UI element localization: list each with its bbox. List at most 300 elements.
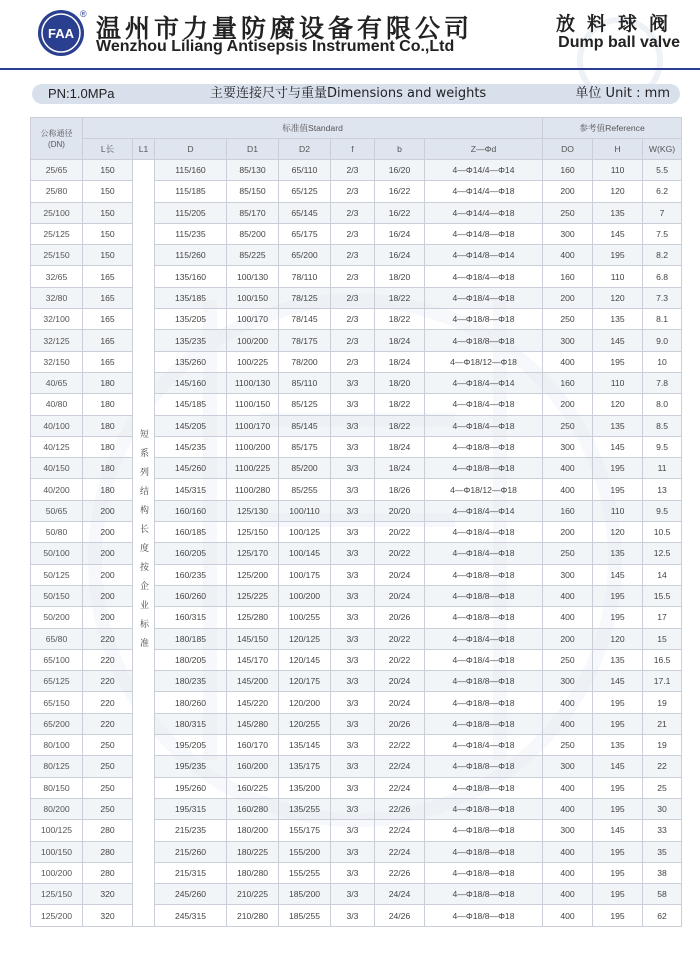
cell-l: 165 (83, 351, 133, 372)
cell-d: 180/235 (155, 671, 227, 692)
cell-weight: 38 (643, 862, 682, 883)
cell-b: 20/24 (375, 692, 425, 713)
table-row (31, 181, 682, 202)
cell-d: 115/235 (155, 223, 227, 244)
cell-z-phid: 4—Φ18/8—Φ18 (425, 713, 543, 734)
cell-do: 400 (543, 458, 593, 479)
cell-d: 145/260 (155, 458, 227, 479)
cell-d: 145/160 (155, 372, 227, 393)
cell-d: 145/315 (155, 479, 227, 500)
cell-f: 3/3 (331, 500, 375, 521)
cell-b: 22/24 (375, 756, 425, 777)
col-header-l1: L1 (133, 139, 155, 160)
cell-z-phid: 4—Φ18/4—Φ18 (425, 543, 543, 564)
cell-do: 250 (543, 735, 593, 756)
cell-z-phid: 4—Φ14/8—Φ14 (425, 245, 543, 266)
table-row (31, 884, 682, 905)
cell-b: 24/26 (375, 905, 425, 926)
cell-b: 16/20 (375, 160, 425, 181)
cell-f: 3/3 (331, 884, 375, 905)
cell-d1: 180/280 (227, 862, 279, 883)
cell-l: 250 (83, 798, 133, 819)
cell-h: 195 (593, 713, 643, 734)
cell-f: 2/3 (331, 309, 375, 330)
cell-do: 300 (543, 436, 593, 457)
table-row (31, 649, 682, 670)
cell-dn: 50/65 (31, 500, 83, 521)
cell-do: 400 (543, 245, 593, 266)
dn-header-text: 公称通径 (DN) (40, 128, 73, 149)
cell-d2: 85/175 (279, 436, 331, 457)
cell-d1: 100/200 (227, 330, 279, 351)
cell-d1: 145/220 (227, 692, 279, 713)
cell-d1: 1100/170 (227, 415, 279, 436)
cell-h: 195 (593, 798, 643, 819)
cell-b: 22/26 (375, 862, 425, 883)
cell-h: 145 (593, 223, 643, 244)
cell-d: 215/235 (155, 820, 227, 841)
cell-do: 400 (543, 479, 593, 500)
cell-d1: 85/200 (227, 223, 279, 244)
cell-d1: 145/170 (227, 649, 279, 670)
cell-do: 250 (543, 202, 593, 223)
cell-d1: 85/130 (227, 160, 279, 181)
cell-l: 320 (83, 884, 133, 905)
cell-f: 3/3 (331, 735, 375, 756)
cell-b: 18/24 (375, 351, 425, 372)
cell-z-phid: 4—Φ18/4—Φ14 (425, 500, 543, 521)
l1-note-cell (133, 160, 155, 927)
cell-b: 16/24 (375, 245, 425, 266)
cell-d: 115/185 (155, 181, 227, 202)
cell-b: 18/22 (375, 394, 425, 415)
cell-d2: 135/255 (279, 798, 331, 819)
section-title: 主要连接尺寸与重量Dimensions and weights (210, 86, 487, 101)
cell-f: 3/3 (331, 713, 375, 734)
cell-z-phid: 4—Φ18/4—Φ18 (425, 415, 543, 436)
cell-f: 3/3 (331, 436, 375, 457)
page-header (0, 0, 700, 72)
cell-weight: 8.2 (643, 245, 682, 266)
cell-weight: 22 (643, 756, 682, 777)
cell-h: 145 (593, 820, 643, 841)
cell-f: 2/3 (331, 351, 375, 372)
cell-h: 120 (593, 181, 643, 202)
cell-d1: 160/225 (227, 777, 279, 798)
cell-f: 3/3 (331, 628, 375, 649)
cell-weight: 9.0 (643, 330, 682, 351)
cell-b: 18/22 (375, 309, 425, 330)
cell-h: 135 (593, 649, 643, 670)
cell-d1: 85/170 (227, 202, 279, 223)
table-row (31, 266, 682, 287)
cell-d2: 100/145 (279, 543, 331, 564)
cell-d1: 1100/200 (227, 436, 279, 457)
table-row (31, 160, 682, 181)
table-row (31, 820, 682, 841)
cell-do: 200 (543, 394, 593, 415)
cell-b: 18/26 (375, 479, 425, 500)
table-row (31, 415, 682, 436)
cell-h: 195 (593, 777, 643, 798)
cell-z-phid: 4—Φ18/8—Φ18 (425, 458, 543, 479)
cell-d2: 85/125 (279, 394, 331, 415)
cell-h: 195 (593, 841, 643, 862)
cell-f: 3/3 (331, 372, 375, 393)
cell-dn: 65/80 (31, 628, 83, 649)
cell-d: 115/205 (155, 202, 227, 223)
cell-h: 195 (593, 585, 643, 606)
cell-d2: 65/145 (279, 202, 331, 223)
cell-do: 400 (543, 607, 593, 628)
cell-z-phid: 4—Φ18/4—Φ18 (425, 394, 543, 415)
cell-f: 3/3 (331, 564, 375, 585)
logo-text: FAA (48, 26, 74, 41)
cell-l: 200 (83, 522, 133, 543)
cell-l: 165 (83, 309, 133, 330)
cell-f: 3/3 (331, 862, 375, 883)
table-row (31, 522, 682, 543)
cell-do: 300 (543, 223, 593, 244)
cell-weight: 11 (643, 458, 682, 479)
cell-z-phid: 4—Φ18/4—Φ18 (425, 735, 543, 756)
cell-d2: 78/145 (279, 309, 331, 330)
cell-b: 16/22 (375, 202, 425, 223)
cell-do: 200 (543, 181, 593, 202)
cell-d2: 120/200 (279, 692, 331, 713)
cell-dn: 32/100 (31, 309, 83, 330)
cell-do: 400 (543, 798, 593, 819)
cell-f: 2/3 (331, 245, 375, 266)
table-row (31, 245, 682, 266)
cell-d1: 125/170 (227, 543, 279, 564)
standard-header: 标准值Standard (83, 118, 543, 139)
cell-z-phid: 4—Φ18/4—Φ14 (425, 372, 543, 393)
cell-dn: 25/80 (31, 181, 83, 202)
table-row (31, 777, 682, 798)
cell-weight: 21 (643, 713, 682, 734)
cell-z-phid: 4—Φ14/4—Φ18 (425, 202, 543, 223)
cell-dn: 50/200 (31, 607, 83, 628)
cell-l: 250 (83, 777, 133, 798)
cell-l: 320 (83, 905, 133, 926)
cell-b: 16/24 (375, 223, 425, 244)
cell-dn: 40/65 (31, 372, 83, 393)
cell-d2: 185/200 (279, 884, 331, 905)
cell-d2: 85/145 (279, 415, 331, 436)
cell-d: 135/235 (155, 330, 227, 351)
cell-dn: 25/65 (31, 160, 83, 181)
cell-d1: 1100/225 (227, 458, 279, 479)
cell-d2: 100/200 (279, 585, 331, 606)
cell-h: 135 (593, 415, 643, 436)
cell-d2: 78/125 (279, 287, 331, 308)
cell-z-phid: 4—Φ18/8—Φ18 (425, 585, 543, 606)
cell-b: 20/22 (375, 522, 425, 543)
cell-weight: 7.8 (643, 372, 682, 393)
cell-f: 3/3 (331, 394, 375, 415)
table-row (31, 543, 682, 564)
cell-b: 20/24 (375, 671, 425, 692)
cell-l: 200 (83, 564, 133, 585)
cell-h: 135 (593, 309, 643, 330)
cell-z-phid: 4—Φ18/8—Φ18 (425, 671, 543, 692)
cell-do: 300 (543, 671, 593, 692)
cell-weight: 17 (643, 607, 682, 628)
cell-dn: 125/200 (31, 905, 83, 926)
cell-l: 220 (83, 713, 133, 734)
cell-dn: 40/100 (31, 415, 83, 436)
cell-d1: 160/170 (227, 735, 279, 756)
cell-d: 215/260 (155, 841, 227, 862)
cell-d1: 85/150 (227, 181, 279, 202)
cell-do: 400 (543, 585, 593, 606)
cell-do: 250 (543, 415, 593, 436)
cell-d1: 100/170 (227, 309, 279, 330)
cell-l: 150 (83, 245, 133, 266)
cell-h: 120 (593, 628, 643, 649)
col-header-f: f (331, 139, 375, 160)
cell-f: 3/3 (331, 585, 375, 606)
l1-note-text: 短系列结构长度按企业标准 (138, 428, 148, 657)
cell-d2: 100/125 (279, 522, 331, 543)
cell-d2: 100/255 (279, 607, 331, 628)
cell-d2: 100/175 (279, 564, 331, 585)
cell-b: 18/20 (375, 372, 425, 393)
cell-d1: 125/225 (227, 585, 279, 606)
cell-d: 135/205 (155, 309, 227, 330)
cell-z-phid: 4—Φ14/4—Φ14 (425, 160, 543, 181)
cell-z-phid: 4—Φ18/8—Φ18 (425, 564, 543, 585)
cell-d2: 78/200 (279, 351, 331, 372)
cell-d2: 120/255 (279, 713, 331, 734)
cell-d: 145/235 (155, 436, 227, 457)
cell-l: 200 (83, 543, 133, 564)
cell-d1: 1100/150 (227, 394, 279, 415)
table-row (31, 905, 682, 926)
cell-d2: 155/255 (279, 862, 331, 883)
cell-d2: 85/110 (279, 372, 331, 393)
cell-l: 180 (83, 372, 133, 393)
cell-l: 180 (83, 415, 133, 436)
cell-dn: 100/150 (31, 841, 83, 862)
cell-f: 3/3 (331, 671, 375, 692)
cell-d1: 85/225 (227, 245, 279, 266)
table-row (31, 372, 682, 393)
cell-d2: 120/145 (279, 649, 331, 670)
cell-f: 3/3 (331, 798, 375, 819)
col-header-h: H (593, 139, 643, 160)
cell-f: 3/3 (331, 841, 375, 862)
cell-weight: 13 (643, 479, 682, 500)
col-header-d2: D2 (279, 139, 331, 160)
cell-b: 20/24 (375, 585, 425, 606)
cell-h: 195 (593, 351, 643, 372)
cell-d: 115/160 (155, 160, 227, 181)
table-row (31, 223, 682, 244)
cell-l: 165 (83, 266, 133, 287)
cell-b: 22/26 (375, 798, 425, 819)
cell-z-phid: 4—Φ18/8—Φ18 (425, 756, 543, 777)
table-row (31, 479, 682, 500)
cell-do: 300 (543, 820, 593, 841)
cell-b: 22/24 (375, 841, 425, 862)
pressure-rating: PN:1.0MPa (48, 86, 115, 101)
cell-weight: 7 (643, 202, 682, 223)
cell-l: 250 (83, 735, 133, 756)
cell-l: 200 (83, 607, 133, 628)
cell-d: 180/185 (155, 628, 227, 649)
cell-z-phid: 4—Φ14/4—Φ18 (425, 181, 543, 202)
cell-f: 3/3 (331, 756, 375, 777)
cell-h: 120 (593, 287, 643, 308)
cell-h: 195 (593, 884, 643, 905)
cell-l: 150 (83, 223, 133, 244)
table-row (31, 500, 682, 521)
cell-dn: 125/150 (31, 884, 83, 905)
cell-d2: 65/175 (279, 223, 331, 244)
faa-logo-icon (36, 8, 86, 58)
product-name-cn: 放料球阀 (555, 13, 680, 35)
cell-l: 250 (83, 756, 133, 777)
cell-h: 120 (593, 522, 643, 543)
table-row (31, 202, 682, 223)
cell-do: 300 (543, 756, 593, 777)
cell-l: 180 (83, 436, 133, 457)
cell-l: 220 (83, 649, 133, 670)
cell-weight: 8.0 (643, 394, 682, 415)
cell-d1: 1100/280 (227, 479, 279, 500)
cell-b: 20/26 (375, 607, 425, 628)
cell-dn: 100/200 (31, 862, 83, 883)
cell-d2: 85/200 (279, 458, 331, 479)
cell-dn: 32/150 (31, 351, 83, 372)
cell-f: 2/3 (331, 287, 375, 308)
cell-f: 3/3 (331, 820, 375, 841)
cell-h: 135 (593, 735, 643, 756)
cell-h: 110 (593, 372, 643, 393)
cell-f: 2/3 (331, 330, 375, 351)
cell-d: 160/160 (155, 500, 227, 521)
registered-mark: ® (80, 9, 87, 19)
cell-d: 160/315 (155, 607, 227, 628)
cell-h: 145 (593, 436, 643, 457)
cell-do: 400 (543, 777, 593, 798)
table-row (31, 607, 682, 628)
cell-z-phid: 4—Φ18/12—Φ18 (425, 479, 543, 500)
cell-weight: 16.5 (643, 649, 682, 670)
cell-d: 160/235 (155, 564, 227, 585)
cell-weight: 10 (643, 351, 682, 372)
cell-d2: 155/200 (279, 841, 331, 862)
cell-b: 20/22 (375, 649, 425, 670)
cell-h: 145 (593, 671, 643, 692)
cell-do: 400 (543, 862, 593, 883)
cell-h: 120 (593, 394, 643, 415)
cell-d2: 78/110 (279, 266, 331, 287)
cell-d1: 100/130 (227, 266, 279, 287)
cell-weight: 8.1 (643, 309, 682, 330)
cell-d2: 85/255 (279, 479, 331, 500)
cell-h: 135 (593, 543, 643, 564)
cell-d1: 210/225 (227, 884, 279, 905)
cell-z-phid: 4—Φ18/8—Φ18 (425, 309, 543, 330)
cell-z-phid: 4—Φ14/8—Φ18 (425, 223, 543, 244)
cell-dn: 50/100 (31, 543, 83, 564)
cell-z-phid: 4—Φ18/8—Φ18 (425, 798, 543, 819)
cell-f: 2/3 (331, 202, 375, 223)
cell-h: 145 (593, 756, 643, 777)
cell-dn: 80/150 (31, 777, 83, 798)
table-row (31, 798, 682, 819)
reference-header: 参考值Reference (543, 118, 682, 139)
cell-do: 250 (543, 543, 593, 564)
unit-label: 单位 Unit : mm (575, 86, 670, 101)
cell-dn: 25/150 (31, 245, 83, 266)
cell-d: 135/185 (155, 287, 227, 308)
col-header-do: DO (543, 139, 593, 160)
cell-z-phid: 4—Φ18/4—Φ18 (425, 287, 543, 308)
cell-weight: 19 (643, 692, 682, 713)
cell-h: 135 (593, 202, 643, 223)
cell-h: 195 (593, 905, 643, 926)
cell-l: 220 (83, 671, 133, 692)
cell-weight: 25 (643, 777, 682, 798)
cell-d1: 125/200 (227, 564, 279, 585)
cell-do: 400 (543, 841, 593, 862)
cell-b: 20/22 (375, 543, 425, 564)
cell-l: 280 (83, 820, 133, 841)
cell-d2: 65/125 (279, 181, 331, 202)
cell-l: 180 (83, 394, 133, 415)
table-row (31, 436, 682, 457)
cell-l: 280 (83, 862, 133, 883)
cell-l: 150 (83, 181, 133, 202)
cell-d: 245/315 (155, 905, 227, 926)
table-row (31, 585, 682, 606)
cell-do: 160 (543, 372, 593, 393)
cell-b: 18/20 (375, 266, 425, 287)
table-row (31, 735, 682, 756)
cell-d2: 185/255 (279, 905, 331, 926)
cell-f: 3/3 (331, 777, 375, 798)
cell-dn: 80/200 (31, 798, 83, 819)
cell-do: 200 (543, 628, 593, 649)
cell-dn: 80/100 (31, 735, 83, 756)
cell-d2: 65/200 (279, 245, 331, 266)
cell-f: 3/3 (331, 543, 375, 564)
cell-d: 115/260 (155, 245, 227, 266)
cell-d1: 100/225 (227, 351, 279, 372)
cell-d: 160/205 (155, 543, 227, 564)
cell-l: 220 (83, 692, 133, 713)
cell-do: 160 (543, 266, 593, 287)
cell-weight: 19 (643, 735, 682, 756)
dn-header (31, 118, 83, 160)
col-header-weight: W(KG) (643, 139, 682, 160)
cell-dn: 80/125 (31, 756, 83, 777)
cell-weight: 17.1 (643, 671, 682, 692)
cell-d2: 78/175 (279, 330, 331, 351)
cell-d: 195/315 (155, 798, 227, 819)
cell-h: 110 (593, 266, 643, 287)
cell-z-phid: 4—Φ18/8—Φ18 (425, 436, 543, 457)
cell-dn: 25/100 (31, 202, 83, 223)
cell-dn: 40/200 (31, 479, 83, 500)
cell-weight: 10.5 (643, 522, 682, 543)
cell-d: 180/260 (155, 692, 227, 713)
cell-b: 18/22 (375, 415, 425, 436)
